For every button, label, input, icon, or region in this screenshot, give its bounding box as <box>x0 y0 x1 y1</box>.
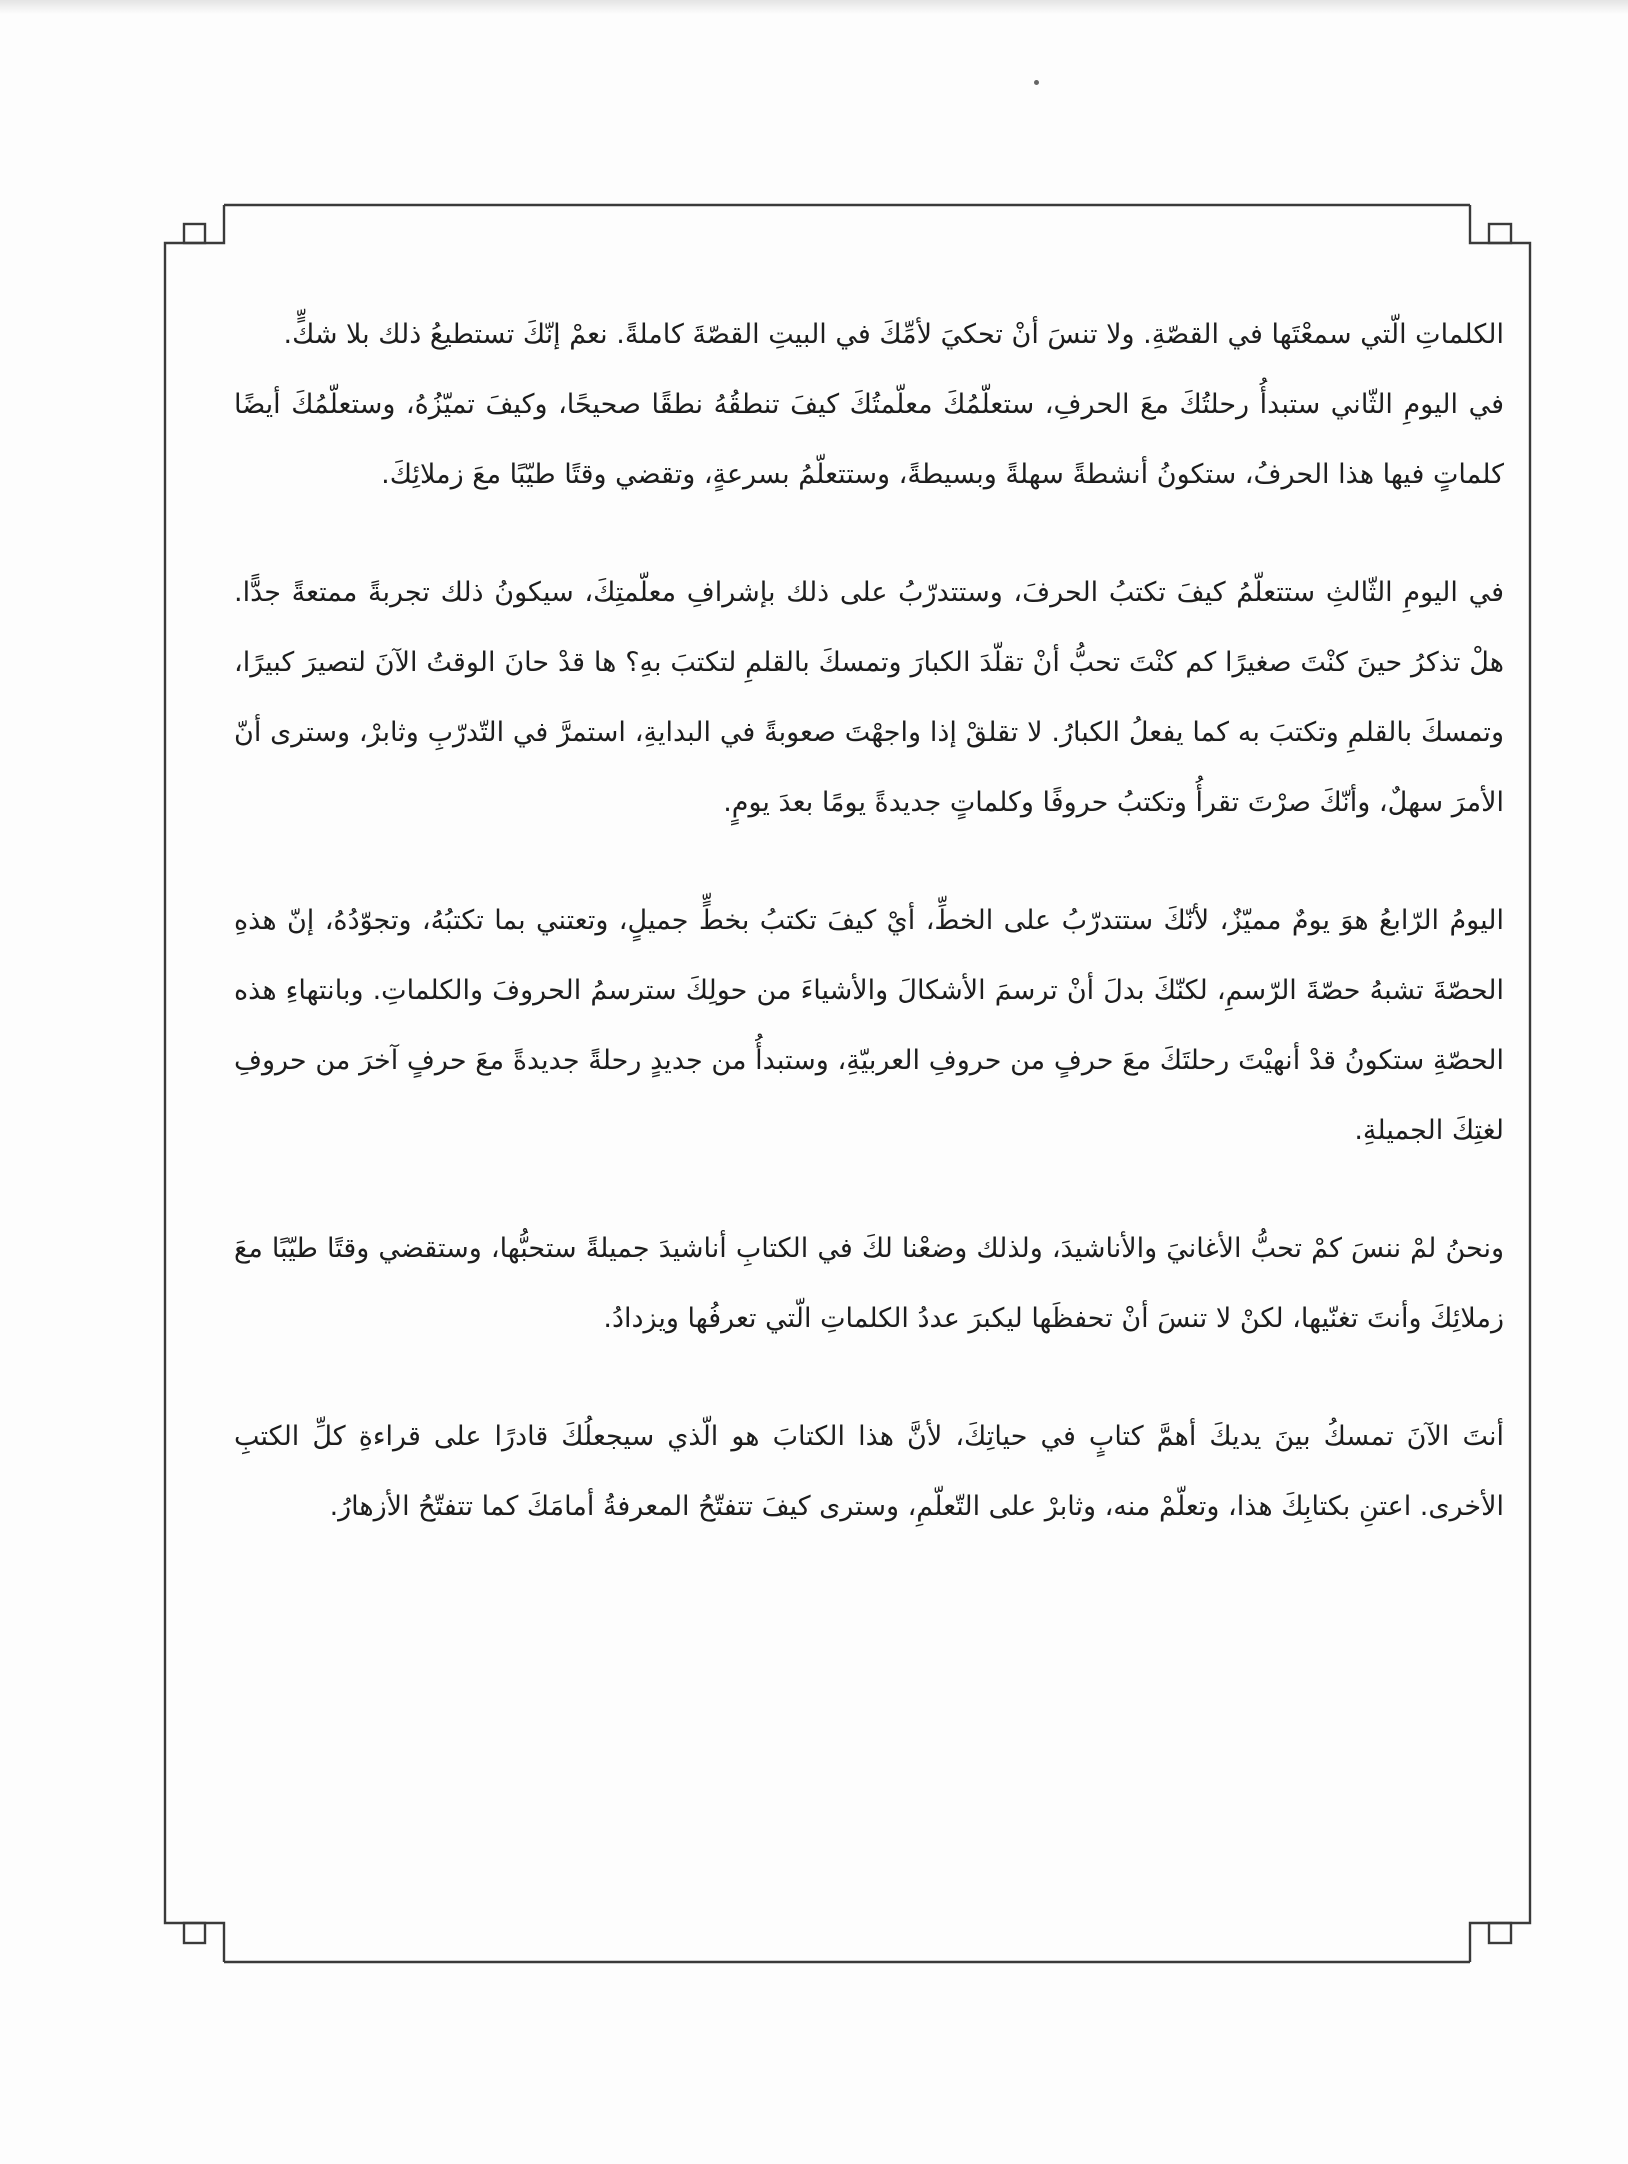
page-body-text <box>234 300 1504 1590</box>
frame-corner-top-left <box>165 205 224 262</box>
paragraph-5: ونحنُ لمْ ننسَ كمْ تحبُّ الأغانيَ والأناشيدَ، ولذلك وضعْنا لكَ في الكتابِ أناشيدَ جميلةً ستحبُّها، وستقضي وقتًا طيّبًا معَ زملائِكَ وأنتَ تغنّيها، لكنْ لا تنسَ أنْ تحفظَها ليكبرَ عددُ الكلماتِ الّتي تعرفُها ويزدادُ. <box>234 1233 1504 1334</box>
paragraph-6: أنتَ الآنَ تمسكُ بينَ يديكَ أهمَّ كتابٍ في حياتِكَ، لأنَّ هذا الكتابَ هو الّذي سيجعلُكَ قادرًا على قراءةِ كلِّ الكتبِ الأخرى. اعتنِ بكتابِكَ هذا، وتعلّمْ منه، وثابرْ على التّعلّمِ، وسترى كيفَ تتفتّحُ المعرفةُ أمامَكَ كما تتفتّحُ الأزهارُ. <box>234 1421 1504 1522</box>
frame-corner-bottom-right <box>1470 1902 1530 1962</box>
frame-corner-top-right <box>1470 205 1530 262</box>
frame-corner-bottom-left <box>165 1902 224 1962</box>
paragraph-4: اليومُ الرّابعُ هوَ يومٌ مميّزٌ، لأنّكَ ستتدرّبُ على الخطِّ، أيْ كيفَ تكتبُ بخطٍّ جميلٍ، وتعتني بما تكتبُهُ، وتجوّدُهُ، إنّ هذهِ الحصّةَ تشبهُ حصّةَ الرّسمِ، لكنّكَ بدلَ أنْ ترسمَ الأشكالَ والأشياءَ من حولِكَ سترسمُ الحروفَ والكلماتِ. وبانتهاءِ هذه الحصّةِ ستكونُ قدْ أنهيْتَ رحلتَكَ معَ حرفٍ من حروفِ العربيّةِ، وستبدأُ من جديدٍ رحلةً جديدةً معَ حرفٍ آخرَ من حروفِ لغتِكَ الجميلةِ. <box>234 905 1504 1146</box>
paragraph-2: في اليومِ الثّاني ستبدأُ رحلتُكَ معَ الحرفِ، ستعلّمُكَ معلّمتُكَ كيفَ تنطقُهُ نطقًا صحيحًا، وكيفَ تميّزُهُ، وستعلّمُكَ أيضًا كلماتٍ فيها هذا الحرفُ، ستكونُ أنشطةً سهلةً وبسيطةً، وستتعلّمُ بسرعةٍ، وتقضي وقتًا طيّبًا معَ زملائِكَ. <box>234 389 1504 490</box>
paragraph-1: الكلماتِ الّتي سمعْتَها في القصّةِ. ولا تنسَ أنْ تحكيَ لأمِّكَ في البيتِ القصّةَ كاملةً. نعمْ إنّكَ تستطيعُ ذلك بلا شكٍّ. <box>283 319 1504 350</box>
paragraph-3: في اليومِ الثّالثِ ستتعلّمُ كيفَ تكتبُ الحرفَ، وستتدرّبُ على ذلك بإشرافِ معلّمتِكَ، سيكونُ ذلك تجربةً ممتعةً جدًّا. هلْ تذكرُ حينَ كنْتَ صغيرًا كم كنْتَ تحبُّ أنْ تقلّدَ الكبارَ وتمسكَ بالقلمِ لتكتبَ بهِ؟ ها قدْ حانَ الوقتُ الآنَ لتصيرَ كبيرًا، وتمسكَ بالقلمِ وتكتبَ به كما يفعلُ الكبارُ. لا تقلقْ إذا واجهْتَ صعوبةً في البدايةِ، استمرَّ في التّدرّبِ وثابرْ، وسترى أنّ الأمرَ سهلٌ، وأنّكَ صرْتَ تقرأُ وتكتبُ حروفًا وكلماتٍ جديدةً يومًا بعدَ يومٍ. <box>234 577 1504 818</box>
